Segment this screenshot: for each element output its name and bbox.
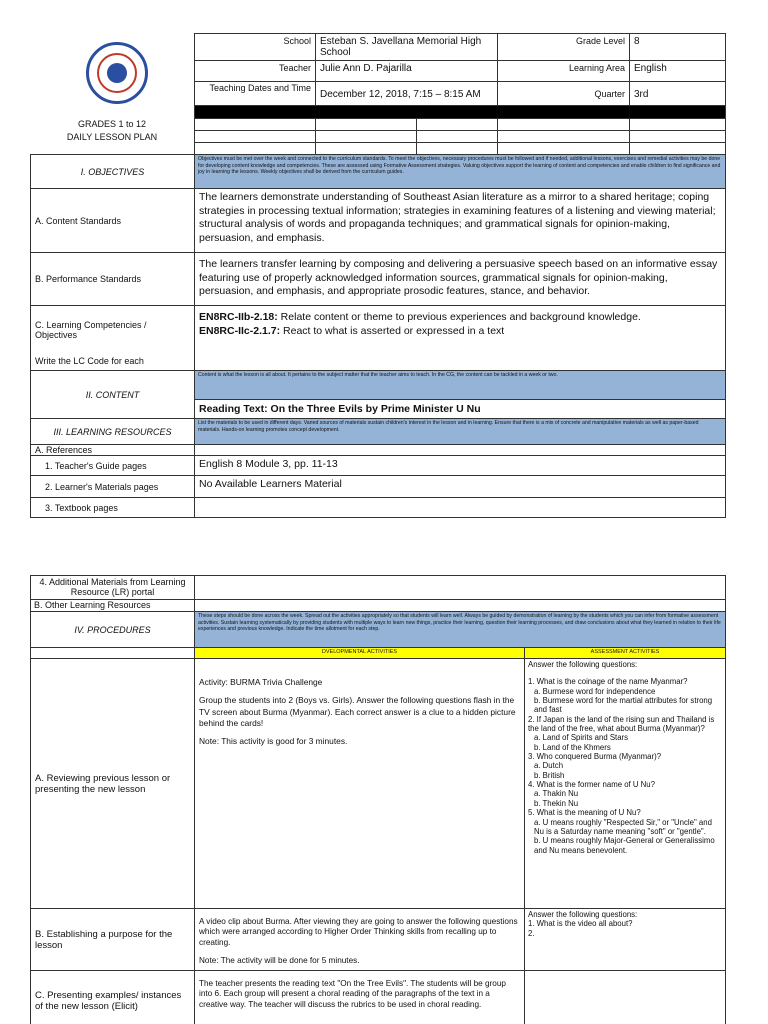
teachers-guide-value: English 8 Module 3, pp. 11-13 (195, 456, 726, 476)
trivia-activity-desc: Group the students into 2 (Boys vs. Girls). Answer the following questions flash in the TV screen about Burma (Myanmar). Each correct answer is a clue to a hidden picture behind the cards! (199, 695, 516, 729)
assessment-a-title: Answer the following questions: (528, 660, 638, 669)
question-item: 3. Who conquered Burma (Myanmar)? (528, 752, 662, 762)
quarter-value: 3rd (630, 82, 726, 107)
video-clip-note: Note: The activity will be done for 5 minutes. (199, 955, 360, 965)
developmental-activities-header: DVELOPMENTAL ACTIVITIES (195, 648, 525, 659)
choice-item: a. Dutch (534, 761, 564, 771)
question-item: 4. What is the former name of U Nu? (528, 780, 655, 790)
assessment-b-q2: 2. (528, 928, 535, 938)
deped-seal-logo (86, 42, 148, 104)
question-item: 5. What is the meaning of U Nu? (528, 808, 641, 818)
objectives-label: I. OBJECTIVES (31, 155, 195, 189)
performance-standards-label: B. Performance Standards (31, 253, 195, 306)
lc-code-instruction: Write the LC Code for each (35, 356, 144, 366)
teacher-label: Teacher (195, 61, 316, 82)
dates-value: December 12, 2018, 7:15 – 8:15 AM (316, 82, 498, 107)
choice-item: b. Land of the Khmers (534, 742, 611, 752)
establishing-purpose-label: B. Establishing a purpose for the lesson (31, 909, 195, 971)
choice-item: b. Thekin Nu (534, 798, 579, 808)
header-info-table (194, 33, 726, 107)
choice-item: b. Burmese word for the martial attributes for strong and fast (534, 696, 713, 715)
question-item: 1. What is the coinage of the name Myanmar? (528, 677, 688, 687)
day-header-bar (195, 106, 726, 119)
reviewing-lesson-activities (195, 659, 525, 909)
objectives-note: Objectives must be met over the week and connected to the curriculum standards. To meet the objectives, necessary procedures must be followed and if needed, additional lessons, exercises and remedial activities may be done for developing content knowledge and competencies. These are assessed using Formative Assessment strategies. Valuing objectives support the learning of content and competencies and enable children to find significance and joy in learning the lessons. Weekly objectives shall be derived from the curriculum guides. (195, 155, 726, 189)
lc-code-2: EN8RC-IIc-2.1.7: (199, 324, 281, 337)
learners-materials-value: No Available Learners Material (195, 476, 726, 498)
textbook-pages-value (195, 498, 726, 518)
lc-text-1: Relate content or theme to previous experiences and background knowledge. (277, 311, 641, 323)
content-text: Reading Text: On the Three Evils by Prime Minister U Nu (195, 400, 726, 419)
teacher-value: Julie Ann D. Pajarilla (316, 61, 498, 82)
assessment-activities-header: ASSESSMENT ACTIVITIES (525, 648, 726, 659)
assessment-b-q1: 1. What is the video all about? (528, 919, 633, 929)
procedures-note: These steps should be done across the week. Spread out the activities appropriately so that students will learn well. Always be guided by demonstration of learning by the students which you can infer from formative assessment activities. Sustain learning systematically by providing students with multiple ways to learn new things, practice their learning, question their learning processes, and draw conclusions about what they learned in relation to their life experiences and previous knowledge. Indicate the time allotment for each step. (195, 612, 726, 648)
lc-code-1: EN8RC-IIb-2.18: (199, 311, 278, 323)
content-standards-label: A. Content Standards (31, 189, 195, 253)
lc-item-2 (199, 325, 721, 339)
reviewing-lesson-label: A. Reviewing previous lesson or presenting the new lesson (31, 659, 195, 909)
choice-item: b. U means roughly Major-General or Generalissimo and Nu means benevolent. (534, 836, 715, 855)
lesson-plan-table-1 (30, 154, 726, 518)
procedures-label: IV. PROCEDURES (31, 612, 195, 648)
question-item: 2. If Japan is the land of the rising sun and Thailand is the land of the free, what about Burma (Myanmar)? (528, 714, 715, 734)
learning-resources-note: List the materials to be used in different days. Varied sources of materials sustain children's interest in the lesson and in learning. Ensure that there is a mix of concrete and manipulative materials as well as paper-based materials. Hands-on learning promotes concept development. (195, 419, 726, 445)
lesson-plan-table-2 (30, 575, 726, 1024)
learning-competencies-title: C. Learning Competencies / Objectives (35, 320, 147, 340)
teachers-guide-label: 1. Teacher's Guide pages (31, 456, 195, 476)
quarter-label: Quarter (498, 82, 630, 107)
choice-item: a. Thakin Nu (534, 789, 579, 799)
content-standards-text: The learners demonstrate understanding of Southeast Asian literature as a mirror to a shared heritage; coping strategies in processing textual information; strategies in examining features of a listening and viewing material; structural analysis of words and propaganda techniques; and grammatical signals for opinion-making, persuasion, and emphasis. (195, 189, 726, 253)
content-label: II. CONTENT (31, 371, 195, 419)
learning-resources-label: III. LEARNING RESOURCES (31, 419, 195, 445)
day-columns-grid (194, 105, 726, 155)
choice-item: a. Land of Spirits and Stars (534, 733, 629, 743)
performance-standards-text: The learners transfer learning by composing and delivering a persuasive speech based on an informative essay featuring use of properly acknowledged information sources, grammatical signals for opinion-making, persuasion, and emphasis, and appropriate prosodic features, stance, and behavior. (195, 253, 726, 306)
learning-area-label: Learning Area (498, 61, 630, 82)
textbook-pages-label: 3. Textbook pages (31, 498, 195, 518)
trivia-activity-note: Note: This activity is good for 3 minutes. (199, 736, 348, 747)
dates-label: Teaching Dates and Time (195, 82, 316, 107)
content-note: Content is what the lesson is all about. It pertains to the subject matter that the teacher aims to teach. In the CG, the content can be tackled in a week or two. (195, 371, 726, 400)
lc-item-1 (199, 311, 721, 325)
lc-text-2: React to what is asserted or expressed in a text (280, 324, 505, 337)
other-resources-label: B. Other Learning Resources (31, 600, 195, 612)
school-label: School (195, 34, 316, 61)
plan-title-line2: DAILY LESSON PLAN (66, 132, 158, 143)
establishing-purpose-assessment (525, 909, 726, 971)
learning-area-value: English (630, 61, 726, 82)
reviewing-lesson-assessment (525, 659, 726, 909)
plan-title (30, 118, 194, 144)
presenting-examples-activities: The teacher presents the reading text "On the Tree Evils". The students will be group into 6. Each group will present a choral reading of the paragraphs of the text in a creative way. The teacher will discuss the rubrics to be used in choral reading. (195, 971, 525, 1024)
additional-materials-label: 4. Additional Materials from Learning Resource (LR) portal (31, 576, 195, 600)
trivia-activity-title: Activity: BURMA Trivia Challenge (199, 677, 323, 687)
choice-item: a. U means roughly "Respected Sir," or "Uncle" and Nu is a Saturday name meaning "soft" or "gentle". (534, 817, 712, 836)
grade-label: Grade Level (498, 34, 630, 61)
video-clip-desc: A video clip about Burma. After viewing they are going to answer the following questions which were arranged according to Higher Order Thinking skills from recalling up to creating. (199, 917, 518, 947)
establishing-purpose-activities (195, 909, 525, 971)
assessment-a-questions (528, 677, 722, 855)
presenting-examples-assessment (525, 971, 726, 1024)
school-value: Esteban S. Javellana Memorial High School (316, 34, 498, 61)
presenting-examples-label: C. Presenting examples/ instances of the new lesson (Elicit) (31, 971, 195, 1024)
learners-materials-label: 2. Learner's Materials pages (31, 476, 195, 498)
choice-item: a. Burmese word for independence (534, 686, 656, 696)
references-label: A. References (31, 445, 195, 456)
learning-competencies-text (195, 306, 726, 371)
assessment-b-title: Answer the following questions: (528, 910, 638, 919)
learning-competencies-label (31, 306, 195, 371)
grade-value: 8 (630, 34, 726, 61)
choice-item: b. British (534, 770, 565, 780)
plan-title-line1: GRADES 1 to 12 (77, 119, 147, 129)
